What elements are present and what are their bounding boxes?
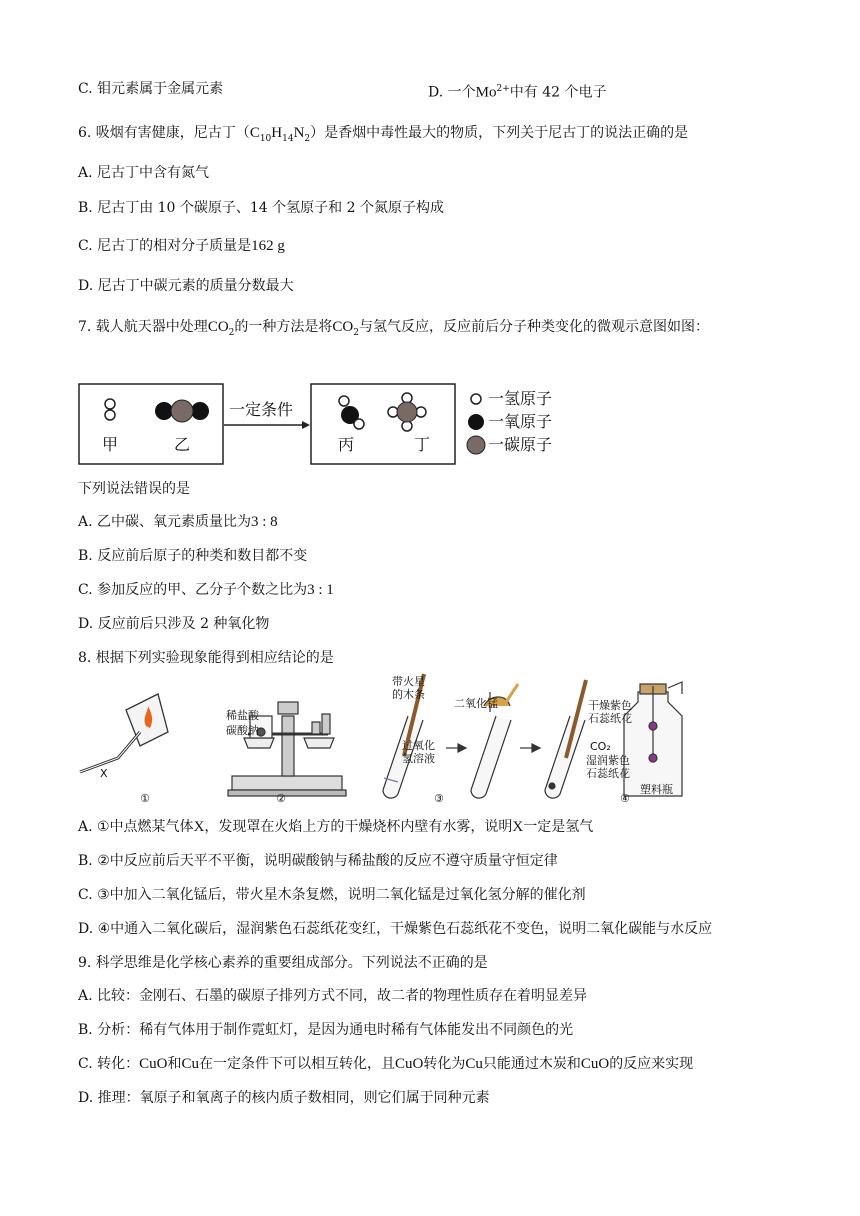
- q5-option-d: D. 一个$Mo^{2+}$中有 42 个电子: [428, 84, 607, 101]
- q9-option-d: D. 推理：氧原子和氧离子的核内质子数相同，则它们属于同种元素: [78, 1090, 490, 1106]
- q6-stem: 6. 吸烟有害健康，尼古丁$(C_{10}H_{14}N_2)$是香烟中毒性最大的物质，下列关于尼古丁的说法正确的是: [78, 125, 689, 144]
- legend-hydrogen: 一氢原子: [488, 389, 553, 408]
- dry-paper-label-2: 石蕊纸花: [588, 712, 632, 725]
- splint-label-1: 带火星: [392, 675, 425, 688]
- label-bing: 丙: [338, 435, 355, 454]
- co2-label: CO₂: [590, 740, 611, 753]
- q6-option-a: A. 尼古丁中含有氮气: [78, 165, 210, 181]
- na2co3-label: 碳酸钠: [226, 724, 259, 737]
- label-ding: 丁: [414, 435, 431, 454]
- h2o2-label-1: 过氧化: [402, 739, 435, 752]
- fig-number-4: ④: [620, 792, 630, 805]
- condition-label: 一定条件: [229, 400, 294, 419]
- hcl-label: 稀盐酸: [226, 709, 259, 722]
- bottle-label: 塑料瓶: [640, 783, 673, 796]
- h2o2-label-2: 氢溶液: [402, 752, 435, 765]
- mno2-label: 二氧化锰: [454, 697, 498, 710]
- q5-option-c: C. 钼元素属于金属元素: [78, 81, 224, 97]
- gas-x-label: X: [100, 767, 108, 780]
- q7-option-a: A. 乙中碳、氧元素质量比为3 : 8: [78, 514, 278, 530]
- splint-label-2: 的木条: [392, 688, 425, 701]
- q8-option-d: D. ④中通入二氧化碳后，湿润紫色石蕊纸花变红，干燥紫色石蕊纸花不变色，说明二氧化碳能与水反应: [78, 921, 713, 937]
- fig-number-2: ②: [276, 792, 286, 805]
- label-jia: 甲: [102, 435, 119, 454]
- q9-option-b: B. 分析：稀有气体用于制作霓虹灯，是因为通电时稀有气体能发出不同颜色的光: [78, 1022, 574, 1038]
- dry-paper-label-1: 干燥紫色: [588, 699, 632, 712]
- q7-stem: 7. 载人航天器中处理$CO_2$的一种方法是将$CO_2$与氢气反应，反应前后分子种类变化的微观示意图如图：: [78, 319, 709, 338]
- q7-option-d: D. 反应前后只涉及 2 种氧化物: [78, 616, 270, 632]
- q8-option-b: B. ②中反应前后天平不平衡，说明碳酸钠与稀盐酸的反应不遵守质量守恒定律: [78, 853, 558, 869]
- q7-option-b: B. 反应前后原子的种类和数目都不变: [78, 548, 308, 564]
- q6-option-d: D. 尼古丁中碳元素的质量分数最大: [78, 278, 294, 294]
- q8-option-c: C. ③中加入二氧化锰后，带火星木条复燃，说明二氧化锰是过氧化氢分解的催化剂: [78, 887, 586, 903]
- legend-oxygen: 一氧原子: [488, 412, 553, 431]
- q8-stem: 8. 根据下列实验现象能得到相应结论的是: [78, 650, 334, 666]
- experiment-1: [80, 694, 168, 772]
- experiment-4-bottle: [624, 682, 682, 796]
- q8-option-a: A. ①中点燃某气体X，发现罩在火焰上方的干燥烧杯内壁有水雾，说明X一定是氢气: [78, 819, 594, 835]
- q9-option-a: A. 比较：金刚石、石墨的碳原子排列方式不同，故二者的物理性质存在着明显差异: [78, 988, 588, 1004]
- q7-prompt: 下列说法错误的是: [78, 481, 190, 497]
- q9-option-c: C. 转化：CuO和Cu在一定条件下可以相互转化，且CuO转化为Cu只能通过木炭和CuO的反应来实现: [78, 1056, 694, 1072]
- label-yi: 乙: [174, 435, 191, 454]
- wet-paper-label-1: 湿润紫色: [586, 754, 630, 767]
- q6-option-b: B. 尼古丁由 10 个碳原子、14 个氢原子和 2 个氮原子构成: [78, 200, 444, 216]
- fig-number-3: ③: [434, 792, 444, 805]
- legend-carbon: 一碳原子: [488, 435, 553, 454]
- q7-option-c: C. 参加反应的甲、乙分子个数之比为3 : 1: [78, 582, 334, 598]
- wet-paper-label-2: 石蕊纸花: [586, 767, 630, 780]
- q9-stem: 9. 科学思维是化学核心素养的重要组成部分。下列说法不正确的是: [78, 955, 488, 971]
- q6-option-c: C. 尼古丁的相对分子质量是162 g: [78, 238, 285, 254]
- fig-number-1: ①: [140, 792, 150, 805]
